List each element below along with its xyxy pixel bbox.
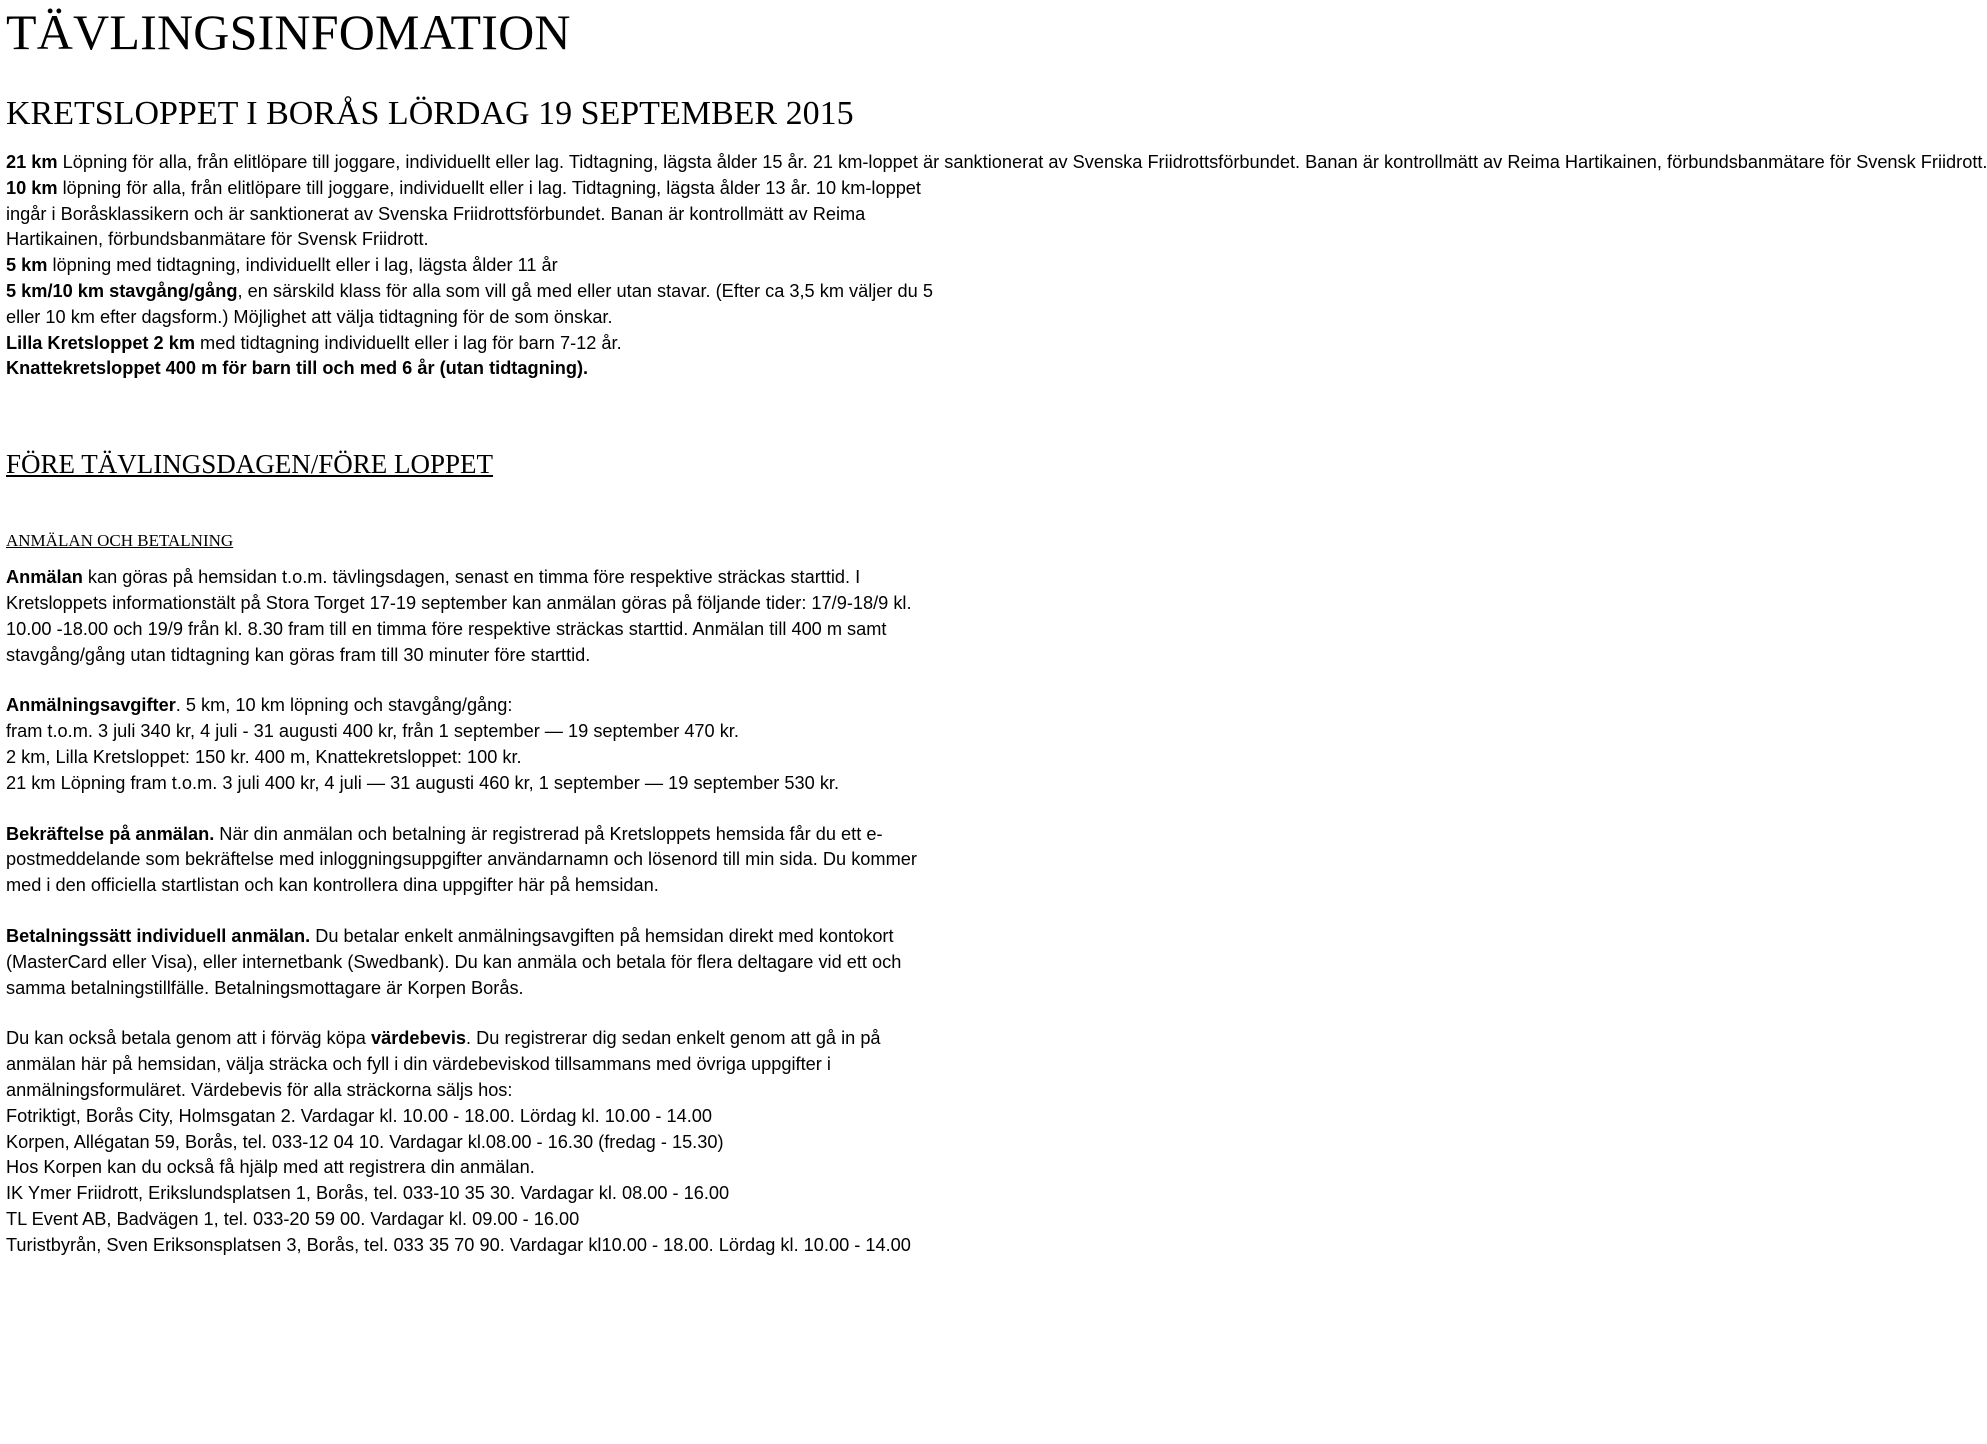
race-21km: 21 km Löpning för alla, från elitlöpare till joggare, individuellt eller lag. Tidtagning, lägsta ålder 15 år. 21 km-loppet är sanktionerat av Svenska Friidrottsförbundet. Banan är kontrollmätt av Reima Hartikainen, förbundsbanmätare för Svensk Friidrott.: [6, 152, 1987, 172]
race-stavgang: 5 km/10 km stavgång/gång, en särskild klass för alla som vill gå med eller utan stavar. (Efter ca 3,5 km väljer du 5 eller 10 km efter dagsform.) Möjlighet att välja tidtagning för de som önskar.: [6, 280, 933, 327]
betalning-paragraph: Betalningssätt individuell anmälan. Du betalar enkelt anmälningsavgiften på hemsidan direkt med kontokort (MasterCard eller Visa), eller internetbank (Swedbank). Du kan anmäla och betala för flera deltagare vid ett och samma betalningstillfälle. Betalningsmottagare är Korpen Borås.: [6, 925, 902, 998]
bekraftelse-paragraph: Bekräftelse på anmälan. När din anmälan och betalning är registrerad på Kretsloppets hemsida får du ett e-postmeddelande som bekräftelse med inloggningsuppgifter användarnamn och lösenord till min sida. Du kommer med i den officiella startlistan och kan kontrollera dina uppgifter här på hemsidan.: [6, 823, 917, 896]
race-knattekretsloppet: Knattekretsloppet 400 m för barn till och med 6 år (utan tidtagning).: [6, 358, 589, 379]
subsection-title: ANMÄLAN OCH BETALNING: [6, 531, 234, 551]
section-title: FÖRE TÄVLINGSDAGEN/FÖRE LOPPET: [6, 449, 494, 480]
race-lilla-kretsloppet: Lilla Kretsloppet 2 km med tidtagning individuellt eller i lag för barn 7-12 år.: [6, 332, 622, 353]
page-title: TÄVLINGSINFOMATION: [6, 4, 571, 60]
vardebevis-paragraph: [6, 1026, 954, 1258]
vendor-line: Fotriktigt, Borås City, Holmsgatan 2. Vardagar kl. 10.00 - 18.00. Lördag kl. 10.00 - 14.00: [6, 1105, 712, 1126]
document-page: [6, 0, 1987, 1259]
vendor-line: Turistbyrån, Sven Eriksonsplatsen 3, Borås, tel. 033 35 70 90. Vardagar kl10.00 - 18.00. Lördag kl. 10.00 - 14.00: [6, 1234, 911, 1255]
avgifter-paragraph: [6, 693, 954, 796]
vendor-line: IK Ymer Friidrott, Erikslundsplatsen 1, Borås, tel. 033-10 35 30. Vardagar kl. 08.00 - 16.00: [6, 1183, 730, 1204]
page-subtitle: KRETSLOPPET I BORÅS LÖRDAG 19 SEPTEMBER 2015: [6, 95, 854, 132]
vendor-line: Hos Korpen kan du också få hjälp med att registrera din anmälan.: [6, 1157, 535, 1178]
vendor-line: TL Event AB, Badvägen 1, tel. 033-20 59 00. Vardagar kl. 09.00 - 16.00: [6, 1208, 580, 1229]
avgifter-line: 21 km Löpning fram t.o.m. 3 juli 400 kr, 4 juli — 31 augusti 460 kr, 1 september — 19 september 530 kr.: [6, 772, 840, 793]
race-5km: 5 km löpning med tidtagning, individuellt eller i lag, lägsta ålder 11 år: [6, 255, 558, 276]
avgifter-line: 2 km, Lilla Kretsloppet: 150 kr. 400 m, Knattekretsloppet: 100 kr.: [6, 746, 522, 767]
race-list: [6, 150, 1987, 382]
vendor-line: Korpen, Allégatan 59, Borås, tel. 033-12 04 10. Vardagar kl.08.00 - 16.30 (fredag - 15.30): [6, 1131, 724, 1152]
vardebevis-intro: Du kan också betala genom att i förväg köpa värdebevis. Du registrerar dig sedan enkelt genom att gå in på anmälan här på hemsidan, välja sträcka och fyll i din värdebeviskod tillsammans med övriga uppgifter i anmälningsformuläret. Värdebevis för alla sträckorna säljs hos:: [6, 1028, 881, 1100]
race-10km: 10 km löpning för alla, från elitlöpare till joggare, individuellt eller i lag. Tidtagning, lägsta ålder 13 år. 10 km-loppet ingår i Boråsklassikern och är sanktionerat av Svenska Friidrottsförbundet. Banan är kontrollmätt av Reima Hartikainen, förbundsbanmätare för Svensk Friidrott.: [6, 177, 921, 250]
anmalan-paragraph: Anmälan kan göras på hemsidan t.o.m. tävlingsdagen, senast en timma före respektive sträckas starttid. I Kretsloppets informationstält på Stora Torget 17-19 september kan anmälan göras på följande tider: 17/9-18/9 kl. 10.00 -18.00 och 19/9 från kl. 8.30 fram till en timma före respektive sträckas starttid. Anmälan till 400 m samt stavgång/gång utan tidtagning kan göras fram till 30 minuter före starttid.: [6, 567, 912, 665]
avgifter-line: fram t.o.m. 3 juli 340 kr, 4 juli - 31 augusti 400 kr, från 1 september — 19 september 470 kr.: [6, 721, 739, 742]
avgifter-intro: Anmälningsavgifter. 5 km, 10 km löpning och stavgång/gång:: [6, 695, 513, 716]
